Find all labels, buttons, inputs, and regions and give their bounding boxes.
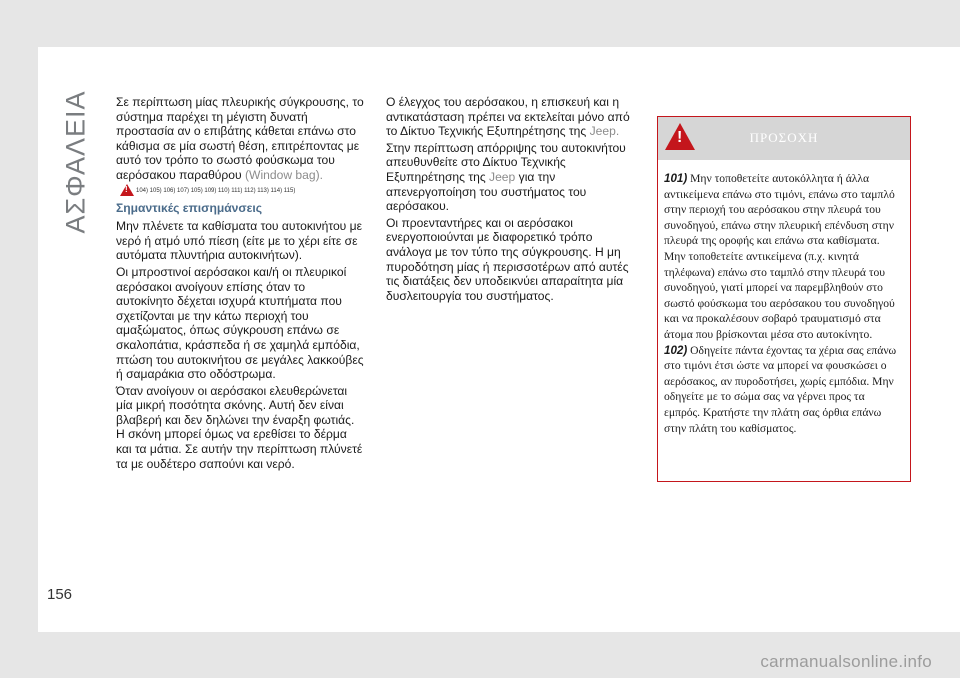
paragraph-text: για την απενεργοποίηση του συστήματος του αερόσακου. xyxy=(386,169,587,214)
warning-item-text: Μην τοποθετείτε αυτοκόλλητα ή άλλα αντικείμενα επάνω στο τιμόνι, επάνω στο ταμπλό στην περιοχή του αερόσακου στην πλευρά του συνοδηγού, επάνω στην πλευρική επένδυση στην πλευρά της οροφής και επάνω στα καθίσματα. Μην τοποθετείτε αντικείμενα (π.χ. κινητά τηλέφωνα) επάνω στο ταμπλό στην πλευρά του συνοδηγού, γιατί μπορεί να παρεμβληθούν στο σωστό φούσκωμα του αερόσακου του συνοδηγού και να προκαλέσουν σοβαρό τραυματισμό στα άτομα που βρίσκονται μέσα στο αυτοκίνητο. xyxy=(664,172,895,341)
section-subheading: Σημαντικές επισημάνσεις xyxy=(116,200,263,215)
warning-item xyxy=(664,343,902,437)
page-number: 156 xyxy=(47,586,73,603)
top-margin xyxy=(0,0,960,47)
warning-item-number: 102) xyxy=(664,343,688,357)
window-bag-term: (Window bag). xyxy=(245,167,323,182)
text-column-left xyxy=(116,95,364,473)
warning-references xyxy=(136,187,364,195)
paragraph-pretensioners: Οι προενταντήρες και οι αερόσακοι ενεργοποιούνται με διαφορετικό τρόπο ανάλογα με τον τύπο της σύγκρουσης. Η μη πυροδότηση μίας ή περισσοτέρων από αυτές τις διατάξεις δεν υποδεικνύει απαραίτητα μία δυσλειτουργία του συστήματος. xyxy=(386,215,629,303)
warning-item-text: Οδηγείτε πάντα έχοντας τα χέρια σας επάνω στο τιμόνι έτσι ώστε να μπορεί να φουσκώσει ο αερόσακος, αν πυροδοτήσει, χωρίς εμπόδια. Μην οδηγείτε με το σώμα σας να γέρνει προς τα εμπρός. Κρατήστε την πλάτη σας όρθια επάνω στην πλάτη του καθίσματος. xyxy=(664,343,897,435)
warning-triangle-icon: ! xyxy=(665,123,695,150)
paragraph-text: Στην περίπτωση απόρριψης του αυτοκινήτου απευθυνθείτε στο Δίκτυο Τεχνικής Εξυπηρέτησης της xyxy=(386,140,626,184)
left-margin xyxy=(0,0,38,678)
paragraph-side-collision xyxy=(116,95,364,183)
warning-box xyxy=(657,116,911,482)
section-label: ΑΣΦΑΛΕΙΑ xyxy=(60,90,91,234)
paragraph-dust: Όταν ανοίγουν οι αερόσακοι ελευθερώνεται μία μικρή ποσότητα σκόνης. Αυτή δεν είναι βλαβερή και δεν δηλώνει την έναρξη φωτιάς. Η σκόνη μπορεί όμως να ερεθίσει το δέρμα και τα μάτια. Σε αυτήν την περίπτωση πλύνετέ τα με ουδέτερο σαπούνι και νερό. xyxy=(116,383,363,471)
paragraph-washing: Μην πλένετε τα καθίσματα του αυτοκινήτου με νερό ή ατμό υπό πίεση (είτε με το χέρι είτε σε αυτόματα πλυντήρια αυτοκινήτων). xyxy=(116,219,363,263)
warning-item xyxy=(664,171,902,343)
warning-triangle-icon xyxy=(120,184,134,196)
warning-item-number: 101) xyxy=(664,172,688,185)
paragraph-inspection xyxy=(386,95,634,139)
warning-header xyxy=(658,117,910,160)
brand-name: Jeep xyxy=(489,169,516,184)
paragraph-text: Σε περίπτωση μίας πλευρικής σύγκρουσης, το σύστημα παρέχει τη μέγιστη δυνατή προστασία αν ο επιβάτης κάθεται επάνω στο κάθισμα σε μία σωστή θέση, επιτρέποντας με αυτό τον τρόπο το σωστό φούσκωμα του αερόσακου παραθύρου xyxy=(116,95,364,182)
text-column-middle xyxy=(386,95,634,305)
watermark: carmanualsonline.info xyxy=(760,652,932,671)
reference-numbers: 104) 105) 106) 107) 105) 109) 110) 111) 112) 113) 114) 115) xyxy=(136,187,296,194)
paragraph-disposal xyxy=(386,141,634,214)
paragraph-text: Ο έλεγχος του αερόσακου, η επισκευή και η αντικατάσταση πρέπει να εκτελείται μόνο από το Δίκτυο Τεχνικής Εξυπηρέτησης της xyxy=(386,95,630,139)
warning-title: ΠΡΟΣΟΧΗ xyxy=(749,130,819,145)
paragraph-impacts: Οι μπροστινοί αερόσακοι και/ή οι πλευρικοί αερόσακοι ανοίγουν επίσης όταν το αυτοκίνητο δέχεται ισχυρά κτυπήματα που σχετίζονται με την κάτω περιοχή του αμαξώματος, όπως σύγκρουση επάνω σε σκαλοπάτια, κράσπεδα ή σε χαμηλά εμπόδια, πτώση του αυτοκινήτου σε μεγάλες λακκούβες ή σαμαράκια στο οδόστρωμα. xyxy=(116,264,364,382)
warning-body xyxy=(658,160,910,436)
brand-name: Jeep. xyxy=(589,124,620,139)
